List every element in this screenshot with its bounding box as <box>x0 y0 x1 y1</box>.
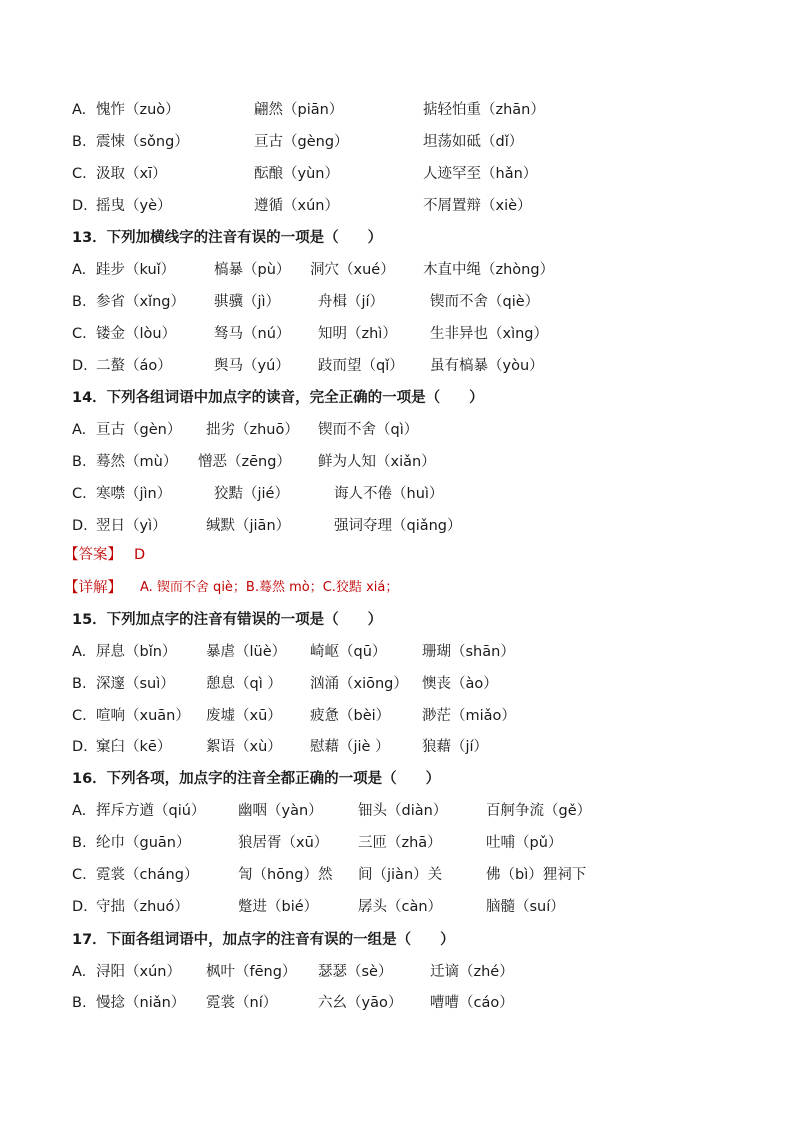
option-row <box>0 130 794 154</box>
option-row <box>0 322 794 346</box>
option-item: 二螯（áo） <box>96 358 172 374</box>
option-item: 枫叶（fēng） <box>206 964 297 980</box>
option-label: A. <box>72 102 87 118</box>
option-item: 三匝（zhā） <box>358 835 442 851</box>
option-item: 诲人不倦（huì） <box>334 486 444 502</box>
question-line <box>0 386 794 410</box>
option-label: A. <box>72 803 87 819</box>
option-item: 憎恶（zēng） <box>198 454 291 470</box>
option-item: 嘈嘈（cáo） <box>430 995 514 1011</box>
option-item: 吐哺（pǔ） <box>486 835 563 851</box>
option-item: 屏息（bǐn） <box>96 644 177 660</box>
option-item: 木直中绳（zhòng） <box>423 262 555 278</box>
option-item: 脑髓（suí） <box>486 899 565 915</box>
option-row <box>0 258 794 282</box>
option-item: 汲取（xī） <box>96 166 167 182</box>
option-label: B. <box>72 676 87 692</box>
option-item: 汹涌（xiōng） <box>310 676 408 692</box>
option-label: B. <box>72 454 87 470</box>
option-item: 不屑置辩（xiè） <box>423 198 532 214</box>
option-label: D. <box>72 518 88 534</box>
option-item: 幽咽（yàn） <box>238 803 323 819</box>
option-item: 浔阳（xún） <box>96 964 181 980</box>
option-item: 跬步（kuǐ） <box>96 262 176 278</box>
detail-label: 【详解】 <box>64 580 122 596</box>
option-label: C. <box>72 166 87 182</box>
option-item: 暴虐（lüè） <box>206 644 287 660</box>
option-item: 翌日（yì） <box>96 518 167 534</box>
option-item: 霓裳（ní） <box>206 995 278 1011</box>
option-row <box>0 704 794 728</box>
option-row <box>0 482 794 506</box>
option-row <box>0 735 794 759</box>
question-line <box>0 608 794 632</box>
option-row <box>0 991 794 1015</box>
option-row <box>0 98 794 122</box>
option-item: 渺茫（miǎo） <box>422 708 516 724</box>
option-item: 喧响（xuān） <box>96 708 190 724</box>
option-item: 蓦然（mù） <box>96 454 178 470</box>
option-label: A. <box>72 644 87 660</box>
option-item: 锲而不舍（qì） <box>318 422 419 438</box>
option-label: C. <box>72 326 87 342</box>
option-row <box>0 960 794 984</box>
option-row <box>0 290 794 314</box>
option-item: 愧怍（zuò） <box>96 102 180 118</box>
option-item: 慰藉（jiè ） <box>310 739 390 755</box>
detail-line <box>0 576 794 600</box>
option-row <box>0 640 794 664</box>
option-item: 百舸争流（gě） <box>486 803 592 819</box>
option-label: C. <box>72 708 87 724</box>
option-label: A. <box>72 422 87 438</box>
option-item: 珊瑚（shān） <box>422 644 515 660</box>
question-text: 13．下列加横线字的注音有误的一项是（ ） <box>72 230 383 246</box>
option-item: 亘古（gèng） <box>254 134 349 150</box>
option-row <box>0 514 794 538</box>
option-row <box>0 863 794 887</box>
option-item: 深邃（suì） <box>96 676 175 692</box>
option-row <box>0 162 794 186</box>
option-item: 间（jiàn）关 <box>358 867 443 883</box>
option-label: B. <box>72 835 87 851</box>
question-line <box>0 928 794 952</box>
option-item: 洞穴（xué） <box>310 262 395 278</box>
option-row <box>0 799 794 823</box>
option-item: 迁谪（zhé） <box>430 964 514 980</box>
option-label: A. <box>72 964 87 980</box>
option-row <box>0 418 794 442</box>
option-item: 纶巾（guān） <box>96 835 191 851</box>
option-label: B. <box>72 294 87 310</box>
option-item: 崎岖（qū） <box>310 644 387 660</box>
option-row <box>0 831 794 855</box>
option-row <box>0 895 794 919</box>
question-line <box>0 226 794 250</box>
option-item: 摇曳（yè） <box>96 198 172 214</box>
option-item: 镂金（lòu） <box>96 326 177 342</box>
option-row <box>0 194 794 218</box>
option-label: D. <box>72 198 88 214</box>
answer-label: 【答案】 <box>64 547 122 563</box>
option-item: 瑟瑟（sè） <box>318 964 393 980</box>
answer-line <box>0 543 794 567</box>
option-item: 拙劣（zhuō） <box>206 422 299 438</box>
option-label: D. <box>72 358 88 374</box>
option-item: 狼居胥（xū） <box>238 835 329 851</box>
option-item: 守拙（zhuó） <box>96 899 189 915</box>
option-item: 掂轻怕重（zhān） <box>423 102 545 118</box>
option-item: 舟楫（jí） <box>318 294 385 310</box>
option-label: D. <box>72 739 88 755</box>
option-label: C. <box>72 486 87 502</box>
option-item: 废墟（xū） <box>206 708 282 724</box>
option-item: 孱头（càn） <box>358 899 443 915</box>
option-row <box>0 354 794 378</box>
question-text: 15．下列加点字的注音有错误的一项是（ ） <box>72 612 383 628</box>
option-item: 六幺（yāo） <box>318 995 403 1011</box>
option-item: 遵循（xún） <box>254 198 339 214</box>
option-item: 窠臼（kē） <box>96 739 172 755</box>
option-item: 坦荡如砥（dǐ） <box>423 134 524 150</box>
option-item: 骐骥（jì） <box>214 294 281 310</box>
question-text: 14．下列各组词语中加点字的读音，完全正确的一项是（ ） <box>72 390 484 406</box>
option-item: 知明（zhì） <box>318 326 397 342</box>
option-item: 翩然（piān） <box>254 102 344 118</box>
option-item: 鲜为人知（xiǎn） <box>318 454 436 470</box>
option-item: 佛（bì）狸祠下 <box>486 867 587 883</box>
option-row <box>0 672 794 696</box>
option-item: 参省（xǐng） <box>96 294 186 310</box>
option-item: 絮语（xù） <box>206 739 282 755</box>
option-item: 震悚（sǒng） <box>96 134 189 150</box>
option-item: 狡黠（jié） <box>214 486 289 502</box>
option-label: B. <box>72 995 87 1011</box>
option-item: 钿头（diàn） <box>358 803 448 819</box>
question-text: 16．下列各项，加点字的注音全都正确的一项是（ ） <box>72 771 441 787</box>
option-item: 疲惫（bèi） <box>310 708 391 724</box>
detail-text: A. 锲而不舍 qiè；B.蓦然 mò；C.狡黠 xiá； <box>140 580 399 595</box>
option-item: 憩息（qì ） <box>206 676 282 692</box>
option-item: 缄默（jiān） <box>206 518 291 534</box>
option-item: 生非异也（xìng） <box>430 326 549 342</box>
option-item: 霓裳（cháng） <box>96 867 199 883</box>
option-label: B. <box>72 134 87 150</box>
option-item: 驽马（nú） <box>214 326 291 342</box>
option-item: 挥斥方遒（qiú） <box>96 803 206 819</box>
option-row <box>0 450 794 474</box>
option-item: 懊丧（ào） <box>422 676 498 692</box>
question-line <box>0 767 794 791</box>
option-item: 强词夺理（qiǎng） <box>334 518 462 534</box>
option-item: 狼藉（jí） <box>422 739 489 755</box>
option-label: C. <box>72 867 87 883</box>
option-item: 訇（hōng）然 <box>238 867 333 883</box>
option-item: 慢捻（niǎn） <box>96 995 186 1011</box>
option-item: 舆马（yú） <box>214 358 290 374</box>
option-label: A. <box>72 262 87 278</box>
option-item: 槁暴（pù） <box>214 262 291 278</box>
option-item: 蹩进（bié） <box>238 899 319 915</box>
option-item: 虽有槁暴（yòu） <box>430 358 544 374</box>
option-item: 寒噤（jìn） <box>96 486 172 502</box>
option-item: 跂而望（qǐ） <box>318 358 404 374</box>
option-item: 锲而不舍（qiè） <box>430 294 540 310</box>
option-label: D. <box>72 899 88 915</box>
option-item: 亘古（gèn） <box>96 422 182 438</box>
question-text: 17．下面各组词语中，加点字的注音有误的一组是（ ） <box>72 932 455 948</box>
option-item: 人迹罕至（hǎn） <box>423 166 538 182</box>
answer-value: D <box>134 547 146 563</box>
option-item: 酝酿（yùn） <box>254 166 339 182</box>
